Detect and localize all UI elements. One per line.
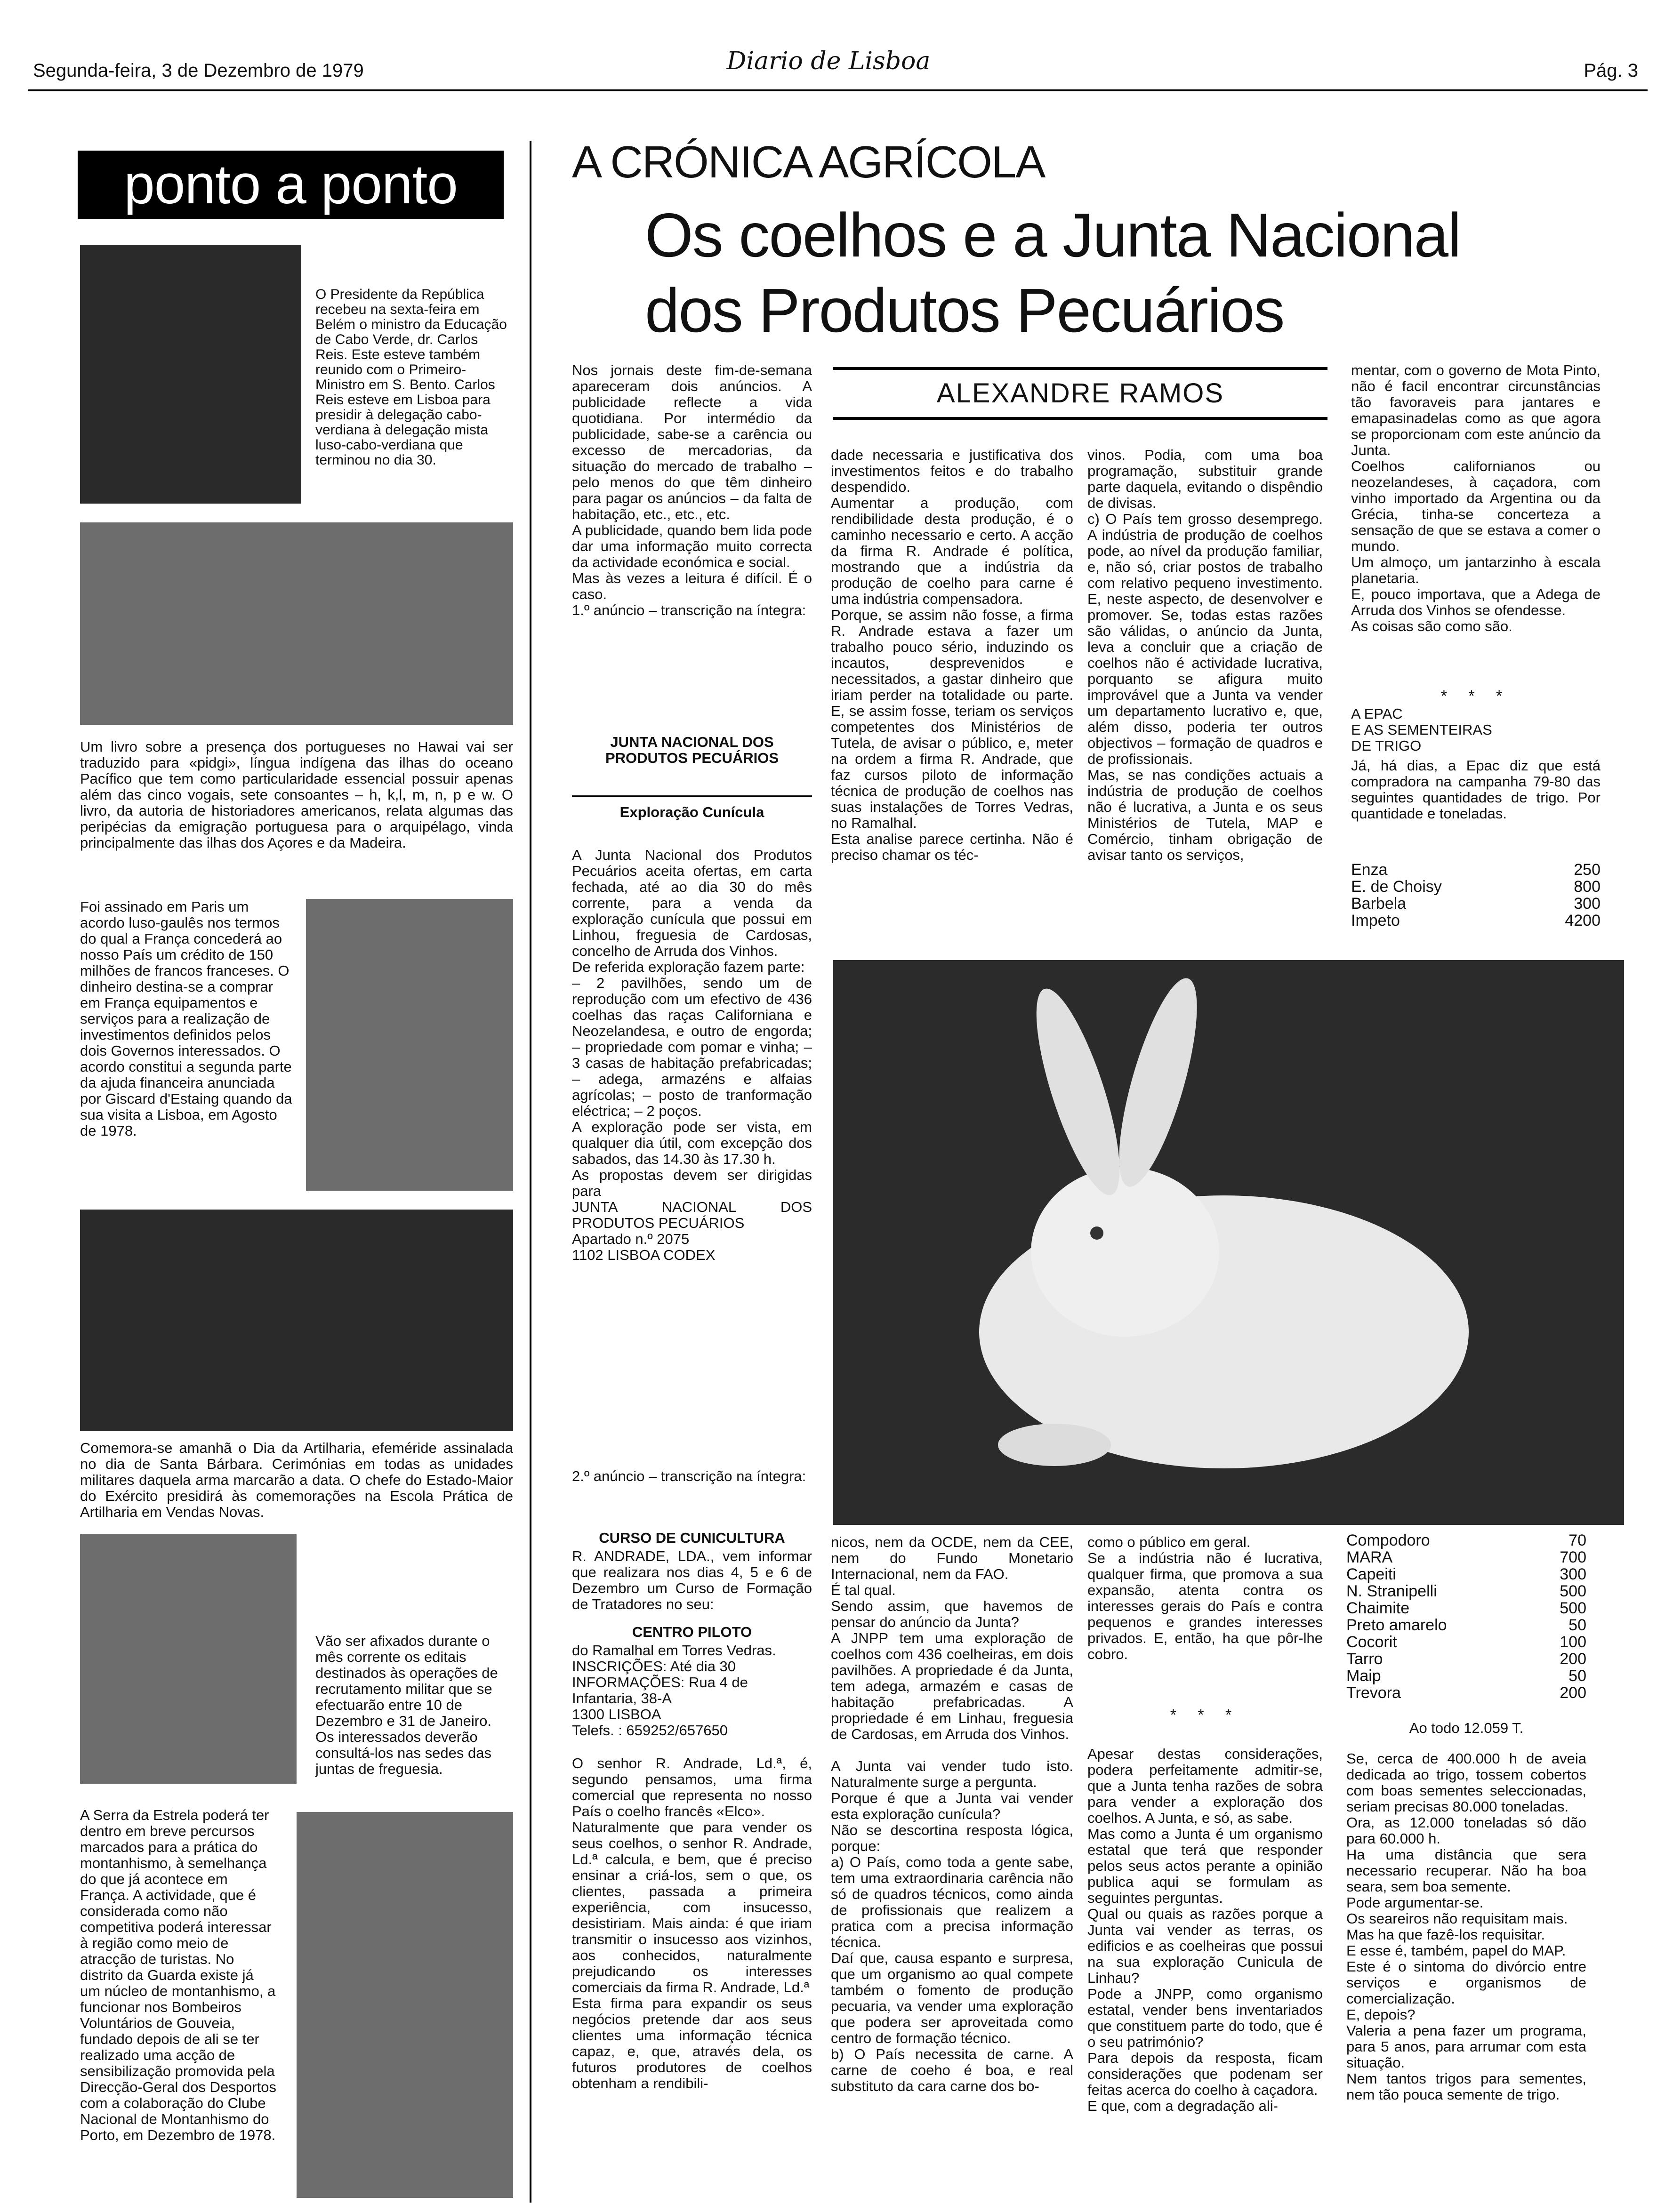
wheat-variety: Barbela — [1351, 895, 1407, 913]
wheat-row — [1346, 1583, 1586, 1600]
ad2-title-2: CENTRO PILOTO — [632, 1624, 752, 1640]
section-stars-2: * * * — [1170, 1706, 1240, 1724]
wheat-tonnage: 500 — [1560, 1582, 1586, 1600]
ad2-body-2: do Ramalhal em Torres Vedras. INSCRIÇÕES: Até dia 30 INFORMAÇÕES: Rua 4 de Infantaria, 38-A 1300 LISBOA Telefs. : 659252/657650 — [572, 1642, 776, 1739]
article-col3-lower: como o público em geral. Se a indústria não é lucrativa, qualquer firma, que promova a sua expansão, atenta contra os interesses gerais do País e contra pequenos e grandes interesses privados. E, então, ha que pôr-lhe cobro. — [1087, 1534, 1323, 1662]
wheat-row — [1346, 1667, 1586, 1684]
page-number: Pág. 3 — [1584, 60, 1638, 81]
article-col4-upper: mentar, com o governo de Mota Pinto, não é facil encontrar circunstâncias tão favoraveis para jantares e emapasinadelas como as que agora se proporcionam com este anúncio da Junta. Coelhos californianos ou neozelandeses, à caçadora, com vinho importado da Argentina ou da Grécia, tinha-se concerteza a sensação de que se estava a comer o mundo. Um almoço, um jantarzinho à escala planetaria. E, pouco importava, que a Adega de Arruda dos Vinhos se ofendesse. As coisas são como são. — [1351, 362, 1601, 634]
wheat-row — [1351, 878, 1601, 895]
wheat-row — [1346, 1617, 1586, 1634]
wheat-row — [1346, 1549, 1586, 1566]
article-col4-lower: Se, cerca de 400.000 h de aveia dedicada ao trigo, tossem cobertos com boas sementes seleccionadas, seriam precisas 80.000 toneladas. Ora, as 12.000 toneladas só dão para 60.000 h. Ha uma distância que sera necessario recuperar. Não ha boa seara, sem boa semente. Pode argumentar-se. Os seareiros não requisitam mais. Mas ha que fazê-los requisitar. E esse é, também, papel do MAP. Este é o sintoma do divórcio entre serviços e organismos de comercialização. E, depois? Valeria a pena fazer um programa, para 5 anos, para arrumar com esta situação. Nem tantos trigos para sementes, nem tão pouca semente de trigo. — [1346, 1750, 1586, 2103]
ponto-item-4: Comemora-se amanhã o Dia da Artilharia, efeméride assinalada no dia de Santa Bárbara. Cerimónias em todas as unidades militares daquela arma marcarão a data. O chefe do Estado-Maior do Exército presidirá às comemorações na Escola Prática de Artilharia em Vendas Novas. — [80, 1440, 513, 1520]
wheat-variety: Trevora — [1346, 1684, 1401, 1702]
issue-date: Segunda-feira, 3 de Dezembro de 1979 — [33, 60, 364, 81]
ad2-title: CURSO DE CUNICULTURA — [599, 1530, 785, 1546]
wheat-variety: Cocorit — [1346, 1633, 1397, 1651]
wheat-variety: Preto amarelo — [1346, 1616, 1447, 1634]
ponto-item-1: O Presidente da República recebeu na sexta-feira em Belém o ministro da Educação de Cabo Verde, dr. Carlos Reis. Este esteve também reunido com o Primeiro-Ministro em S. Bento. Carlos Reis esteve em Lisboa para presidir à delegação cabo-verdiana à delegação mista luso-cabo-verdiana que terminou no dia 30. — [315, 287, 507, 468]
wheat-row — [1346, 1600, 1586, 1617]
wheat-row — [1346, 1634, 1586, 1651]
artillery-photo — [80, 1210, 513, 1431]
wheat-tonnage: 250 — [1574, 861, 1601, 879]
ponto-item-2: Um livro sobre a presença dos portugueses no Hawai vai ser traduzido para «pidgi», língua indígena das ilhas do oceano Pacífico que tem como particularidade essencial possuir apenas além das cinco vogais, sete consoantes – h, k,l, m, n, p e w. O livro, da autoria de historiadores americanos, relata algumas das peripécias da emigração portuguesa para o arquipélago, vinda principalmente das ilhas dos Açores e da Madeira. — [80, 738, 513, 851]
ponto-item-5: Vão ser afixados durante o mês corrente os editais destinados às operações de recrutamento militar que se efectuarão entre 10 de Dezembro e 31 de Janeiro. Os interessados deverão consultá-los nas sedes das juntas de freguesia. — [315, 1633, 498, 1777]
section-stars: * * * — [1440, 687, 1511, 705]
ad1-title: JUNTA NACIONAL DOS PRODUTOS PECUÁRIOS — [605, 734, 779, 766]
wheat-variety: Impeto — [1351, 912, 1400, 930]
article-col4-epac: Já, há dias, a Epac diz que está compradora na campanha 79-80 das seguintes quantidades de trigo. Por quantidade e toneladas. — [1351, 757, 1601, 822]
wheat-tonnage: 100 — [1560, 1633, 1586, 1651]
wheat-row — [1351, 895, 1601, 912]
wheat-variety: MARA — [1346, 1548, 1393, 1566]
headline-line-2: dos Produtos Pecuários — [645, 276, 1284, 345]
ad1-subtitle: Exploração Cunícula — [619, 804, 764, 820]
article-col3-upper: vinos. Podia, com uma boa programação, substituir grande parte daquela, evitando o dispêndio de divisas. c) O País tem grosso desemprego. A indústria de produção de coelhos pode, ao nível da produção familiar, e, não só, criar postos de trabalho com relativo pequeno investimento. E, neste aspecto, de desenvolver e promover. Se, todas estas razões são válidas, o anúncio da Junta, leva a concluir que a criação de coelhos não é actividade lucrativa, porquanto se afigura muito improvável que a Junta va vender um departamento lucrativo e, que, além disso, poderia ter outros objectivos – formação de quadros e de profissionais. Mas, se nas condições actuais a indústria de produção de coelhos não é lucrativa, a Junta e os seus Ministérios de Tutela, MAP e Comércio, tinham obrigação de avisar tanto os serviços, — [1087, 447, 1323, 863]
wheat-tonnage: 50 — [1569, 1667, 1586, 1685]
article-col1-intro: Nos jornais deste fim-de-semana apareceram dois anúncios. A publicidade reflecte a vida quotidiana. Por intermédio da publicidade, sabe-se a carência ou excesso de mercadorias, da situação do mercado de trabalho – pelo menos do que têm dinheiro para pagar os anúncios – da falta de habitação, etc., etc., etc. A publicidade, quando bem lida pode dar uma informação muito correcta da actividade económica e social. Mas às vezes a leitura é difícil. É o caso. 1.º anúncio – transcrição na íntegra: — [572, 362, 812, 618]
newspaper-name: Diario de Lisboa — [726, 47, 931, 75]
article-headline — [645, 198, 1586, 348]
wheat-row — [1351, 912, 1601, 929]
mountain-photo — [297, 1812, 513, 2198]
rabbit-photo — [833, 960, 1624, 1525]
wheat-tonnage: 4200 — [1565, 912, 1601, 930]
paris-aerial-photo — [306, 899, 513, 1191]
wheat-table-1 — [1351, 861, 1601, 929]
wheat-row — [1346, 1651, 1586, 1667]
wheat-variety: Enza — [1351, 861, 1388, 879]
ponto-item-6: A Serra da Estrela poderá ter dentro em breve percursos marcados para a prática do montanhismo, à semelhança do que já acontece em França. A actividade, que é considerada como não competitiva poderá interessar à região como meio de atracção de turistas. No distrito da Guarda existe já um núcleo de montanhismo, a funcionar nos Bombeiros Voluntários de Gouveia, fundado depois de ali se ter realizado uma acção de sensibilização promovida pela Direcção-Geral dos Desportos com a colaboração do Clube Nacional de Montanhismo do Porto, em Dezembro de 1978. — [80, 1807, 276, 2143]
article-col2-upper: dade necessaria e justificativa dos investimentos feitos e do trabalho despendido. Aumentar a produção, com rendibilidade desta produção, é o caminho necessario e certo. A acção da firma R. Andrade é política, mostrando que a indústria da produção de coelho para carne é uma indústria compensadora. Porque, se assim não fosse, a firma R. Andrade estava a fazer um trabalho pouco sério, induzindo os incautos, desprevenidos e necessitados, a gastar dinheiro que iriam perder na totalidade ou parte. E, se assim fosse, teriam os serviços competentes dos Ministérios de Tutela, de avisar o público, e, meter na ordem a firma R. Andrade, que faz cursos piloto de informação técnica de produção de coelhos nas suas instalações de Torres Vedras, no Ramalhal. Esta analise parece certinha. Não é preciso chamar os téc- — [831, 447, 1073, 863]
wheat-tonnage: 300 — [1574, 895, 1601, 913]
wheat-table-2 — [1346, 1532, 1586, 1701]
ponto-item-3: Foi assinado em Paris um acordo luso-gaulês nos termos do qual a França concederá ao nosso País um crédito de 150 milhões de francos franceses. O dinheiro destina-se a comprar em França equipamentos e serviços para a realização de investimentos definidos pelos dois Governos interessados. O acordo constitui a segunda parte da ajuda financeira anunciada por Giscard d'Estaing quando da sua visita a Lisboa, em Agosto de 1978. — [80, 898, 292, 1139]
article-col1-continued: O senhor R. Andrade, Ld.ª, é, segundo pensamos, uma firma comercial que representa no nosso País o coelho francês «Elco». Naturalmente que para vender os seus coelhos, o senhor R. Andrade, Ld.ª calcula, e bem, que é preciso ensinar a criá-los, sem o que, os clientes, passada a primeira experiência, com insucesso, desistiriam. Mais ainda: é que iriam transmitir o insucesso aos vizinhos, aos conhecidos, naturalmente prejudicando os interesses comerciais da firma R. Andrade, Ld.ª Esta firma para expandir os seus negócios pretende dar aos seus clientes uma informação técnica capaz, e, que, através dela, os futuros produtores de coelhos obtenham a rendibili- — [572, 1755, 812, 2092]
soldiers-photo — [80, 1534, 297, 1784]
rabbit-icon — [833, 960, 1624, 1525]
wheat-variety: Maip — [1346, 1667, 1381, 1685]
epac-subhead: A EPAC E AS SEMENTEIRAS DE TRIGO — [1351, 705, 1492, 754]
byline: ALEXANDRE RAMOS — [833, 367, 1327, 420]
wheat-row — [1346, 1566, 1586, 1583]
wheat-tonnage: 50 — [1569, 1616, 1586, 1634]
portrait-photo — [80, 245, 301, 504]
wheat-row — [1346, 1532, 1586, 1549]
article-col2-lower: nicos, nem da OCDE, nem da CEE, nem do Fundo Monetario Internacional, nem da FAO. É tal qual. Sendo assim, que havemos de pensar do anúncio da Junta? A JNPP tem uma exploração de coelhos com 436 coelheiras, em dois pavilhões. A propriedade é da Junta, tem adega, armazém e casas de habitação prefabricadas. A propriedade é em Linhau, freguesia de Cardosas, em Arruda dos Vinhos. A Junta vai vender tudo isto. Naturalmente surge a pergunta. Porque é que a Junta vai vender esta exploração cunícula? Não se descortina resposta lógica, porque: a) O País, como toda a gente sabe, tem uma extraordinaria carência não só de quadros técnicos, como ainda de profissionais que realizem a pratica com a precisa informação técnica. Daí que, causa espanto e surpresa, que um organismo ao qual compete também o fomento de produção pecuaria, va vender uma exploração que podera ser aproveitada como centro de formação técnico. b) O País necessita de carne. A carne de coeho é boa, e real substituto da cara carne dos bo- — [831, 1534, 1073, 2094]
ponto-a-ponto-title: ponto a ponto — [78, 151, 504, 219]
wheat-tonnage: 300 — [1560, 1565, 1586, 1583]
wheat-tonnage: 70 — [1569, 1531, 1586, 1549]
wheat-tonnage: 200 — [1560, 1684, 1586, 1702]
wheat-variety: Compodoro — [1346, 1531, 1430, 1549]
article-col3-lower-2: Apesar destas considerações, podera perfeitamente admitir-se, que a Junta tenha razões de sobra para vender a exploração dos coelhos. A Junta, e só, as sabe. Mas como a Junta é um organismo estatal que terá que responder pelos seus actos perante a opinião publica aqui se formulam as seguintes perguntas. Qual ou quais as razões porque a Junta vai vender as terras, os edificios e as coelheiras que possui na sua exploração Cunicula de Linhau? Pode a JNPP, como organismo estatal, vender bens inventariados que constituem parte do todo, que é o seu património? Para depois da resposta, ficam considerações que podenam ser feitas acerca do coelho à caçadora. E que, com a degradação ali- — [1087, 1746, 1323, 2114]
column-divider — [530, 141, 531, 2203]
wheat-tonnage: 800 — [1574, 878, 1601, 896]
article-kicker: A CRÓNICA AGRÍCOLA — [572, 137, 1045, 187]
beach-photo — [80, 522, 513, 725]
wheat-tonnage: 700 — [1560, 1548, 1586, 1566]
wheat-variety: E. de Choisy — [1351, 878, 1442, 896]
wheat-variety: Chaimite — [1346, 1599, 1410, 1617]
wheat-variety: N. Stranipelli — [1346, 1582, 1437, 1600]
wheat-tonnage: 200 — [1560, 1650, 1586, 1668]
ad2-body: R. ANDRADE, LDA., vem informar que realizara nos dias 4, 5 e 6 de Dezembro um Curso de Formação de Tratadores no seu: — [572, 1548, 812, 1612]
wheat-row — [1351, 861, 1601, 878]
article-col1-second-ad-intro: 2.º anúncio – transcrição na íntegra: — [572, 1468, 806, 1484]
wheat-variety: Capeiti — [1346, 1565, 1396, 1583]
masthead-rule — [28, 89, 1648, 91]
wheat-variety: Tarro — [1346, 1650, 1383, 1668]
headline-line-1: Os coelhos e a Junta Nacional — [645, 200, 1461, 270]
wheat-tonnage: 500 — [1560, 1599, 1586, 1617]
wheat-total: Ao todo 12.059 T. — [1409, 1720, 1524, 1736]
ad1-body: A Junta Nacional dos Produtos Pecuários aceita ofertas, em carta fechada, até ao dia 30 do mês corrente, para a venda da exploração cunícula que possui em Linhou, freguesia de Cardosas, concelho de Arruda dos Vinhos. De referida exploração fazem parte: – 2 pavilhões, sendo um de reprodução com um efectivo de 436 coelhas das raças Californiana e Neozelandesa, e outro de engorda; – propriedade com pomar e vinha; – 3 casas de habitação prefabricadas; – adega, armazéns e alfaias agrícolas; – posto de tranformação eléctrica; – 2 poços. A exploração pode ser vista, em qualquer dia útil, com excepção dos sabados, das 14.30 às 17.30 h. As propostas devem ser dirigidas para JUNTA NACIONAL DOS PRODUTOS PECUÁRIOS Apartado n.º 2075 1102 LISBOA CODEX — [572, 847, 812, 1263]
wheat-row — [1346, 1684, 1586, 1701]
ad1-rule — [572, 795, 812, 797]
